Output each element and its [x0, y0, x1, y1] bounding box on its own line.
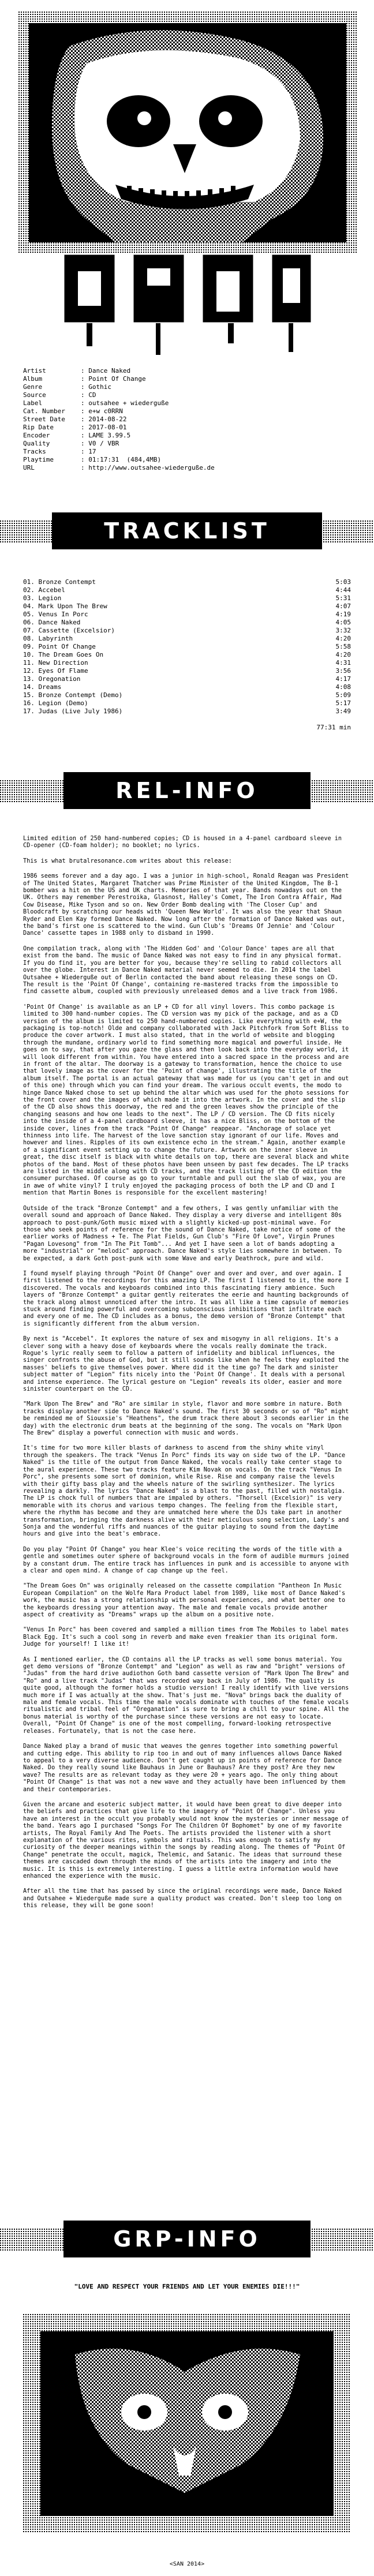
release-field-key: Album — [23, 375, 43, 383]
track-time: 4:19 — [335, 611, 351, 618]
track-time: 5:17 — [335, 699, 351, 707]
tracklist-heading: TRACKLIST — [104, 518, 270, 544]
release-note-paragraph: 'Point Of Change' is available as an LP + CD for all vinyl lovers. This combo package is limited to 300 hand-number copies. The CD version was my pick of the package, and as a CD version of the album is limited to 250 hand-numbered copies. Like everything with e+W, the packaging is top-notch! Olde and company collaborated with Jack Pitchfork from Soft Bliss to produce the cover artwork. I must also stated, that in the world of website and blogging through the mundane, ordinary world to find something more magical and powerful inside. He goes on to say, that after you gaze the glass and then look back into the everyday world, it will look different from within. You have entered into a sacred space in the process and are in front of the altar. The doorway is a gateway to transformation, hence the choice to use that lovely image as the cover for the 'Point of change', illustrating the title of the album itself. The portal is an actual gateway that was made for us (you can't get in and out of this one) through which you can find your dream. The various occult events, the modo to hinge Dance Naked chose to set up behind the altar which was used for the photo sessions for the front cover and the images of which made it into the artwork. In the cover and the slip of the CD also shows this doorway, the red and the green leaves show the principle of the changing seasons and how one leads to the next". The LP / CD version. The CD fits nicely into the inside of a 4-panel cardboard sleeve, it has a nice Bliss, on the bottom of the inside cover, lines from the track "Point Of Change" reappear. "Anchorage of solace yet thinness into life. The harvest of the love sanction stay ignorant of our life. Moves and however and lines. Ripples of its own existence echo in the stream." Again, another example of a significant event setting up to change the future. Artwork on the inner sleeve in great, the disc itself is black with white details on top, there are several black and white photos of the band. Most of these photos have been unseen by past few decades. The LP tracks are listed in the middle along with CD tracks, and the track listing of the CD edition the consumer purchased. Of course as go to your turntable and pull out the slab of wax, you are in awe of white vinyl? I truly enjoyed the packaging process of both the LP and CD and I mention that Martin Bones is responsible for the excellent mastering! — [23, 1004, 349, 1197]
release-field-value: 2014-08-22 — [88, 415, 127, 423]
release-note-paragraph: 1986 seems forever and a day ago. I was a junior in high-school, Ronald Reagan was President of The United States, Margaret Thatcher was Prime Minister of the United Kingdom, The B-1 bomber was a hit on the US and UK charts. Memories of that year. Bands nowadays out on the UK. Others may remember Perestroika, Glasnost, Halley's Comet, The Iron Contra Affair, Mad Cow Disease, Mike Tyson and so on. New Order Bomb dealing with 'The Closer Cup' and Bloodcraft by scratching our heads with 'Queen New World'. It was also the year that Shaun Ryder and Elen Kay formed Dance Naked. Now long after the formation of Dance Naked was out, the band's first one is scattered to the wind. Gun Club's 'Dreams Of Jennie' and 'Colour Dance' cassette tapes in 1988 only to disband in 1990. — [23, 873, 349, 937]
release-field: Playtime : 01:17:31 (484,4MB) — [23, 456, 162, 463]
track-title: Accebel — [38, 586, 65, 594]
release-field-key: Rip Date — [23, 424, 54, 431]
release-field: Genre : Gothic — [23, 383, 111, 391]
release-field-value: 2017-08-01 — [88, 424, 127, 431]
header-ascii-art — [0, 0, 374, 364]
release-field-value: outsahee + wiederguße — [88, 399, 169, 407]
track-row: 03. Legion 5:31 — [23, 594, 351, 602]
tracklist-banner — [0, 502, 374, 557]
release-note-paragraph: Dance Naked play a brand of music that weaves the genres together into something powerful and cutting edge. This ability to rip too in and out of many influences allows Dance Naked to appeal to a very diverse audience. Don't get caught up in points of reference for Dance Naked. Do they really sound like Bauhaus in June or Bauhaus? Are they post? Are they new wave? The results are as relevant today as they were 20 + years ago. The only thing about "Point Of Change" is that was not a new wave and they actually have been influenced by them and their contemporaries. — [23, 1743, 346, 1793]
release-field-key: Quality — [23, 440, 50, 447]
release-field: Quality : V0 / VBR — [23, 440, 119, 447]
track-number: 17 — [23, 707, 31, 715]
track-time: 3:32 — [335, 627, 351, 634]
release-note-paragraph: This is what brutalresonance.com writes about this release: — [23, 858, 232, 864]
release-note-paragraph: As I mentioned earlier, the CD contains all the LP tracks as well some bonus material. You get demo versions of "Bronze Contempt" and "Legion" as well as raw and "bright" versions of "Judas" from the hard drive audiothon Goth band cassette version of "Mark Upon The Brew" and "Ro" and a live track "Judas" that was recorded way back in July of 1986. The quality is quite good, although the former holds a studio version! I really identify with live versions much more if I was actually at the show. That's just me. "Nova" brings back the duality of male and female vocals. This time the male vocals dominate with touches of the female vocals ritualistic and tribal feel of "Oreganation" is sure to bring a chill to your spine. All the bonus material is worthy of the purchase since these versions are not easy to locate. Overall, "Point Of Change" is one of the most compelling, forward-looking retrospective releases. Fortunately, that is not the case here. — [23, 1656, 349, 1735]
release-field-value: Gothic — [88, 383, 111, 391]
track-number: 09 — [23, 643, 31, 650]
track-title: Venus In Porc — [38, 611, 88, 618]
track-title: Bronze Contempt — [38, 578, 96, 586]
release-field: Cat. Number : e+w c0RRN — [23, 407, 123, 415]
track-number: 01 — [23, 578, 31, 586]
track-row: 17. Judas (Live July 1986) 3:49 — [23, 707, 351, 715]
release-field: URL : http://www.outsahee-wiederguße.de — [23, 464, 215, 471]
track-row: 10. The Dream Goes On 4:20 — [23, 651, 351, 658]
track-title: Oregonation — [38, 675, 81, 683]
track-time: 4:44 — [335, 586, 351, 594]
group-logo-art — [0, 2302, 374, 2556]
skull-logo-art — [0, 0, 374, 364]
release-note-paragraph: Given the arcane and esoteric subject matter, it would have been great to dive deeper into the beliefs and practices that give life to the imagery of "Point Of Change". Unless you have an interest in the occult you probably would not know the mysteries or inner message of the band. Years ago I purchased "Songs For The Children Of Bophomet" by one of my favorite artists, The Royal Family And The Poets. The artists provided the listener with a short explanation of the various rites, symbols and rituals. This was enough to satisfy my curiosity of the deeper meanings within the songs by reading along. The themes of "Point Of Change" penetrate the occult, magick, Thelemic, and Satanic. The ideas that surround these themes are cascaded down through the minds of the artists into the imagery and into the music. It is this is extremely interesting. I guess a little extra information would have enhanced the experience with the music. — [23, 1801, 349, 1879]
release-note-paragraph: Outside of the track "Bronze Contempt" and a few others, I was gently unfamiliar with the overall sound and approach of Dance Naked. They display a very diverse and intelligent 80s approach to post-punk/Goth music mixed with a slightly kicked-up post-minimal wave. For those who seek points of reference for the sound of Dance Naked, take notice of some of the earlier works of Madness + Te. The Plat Fields, Gun Club's "Fire Of Love", Virgin Prunes "Pagan Lovesong" from "In The Pit Tomb"... And yet I have seen a lot of bands adopting a more "industrial" or "melodic" approach. Dance Naked's style lies somewhere in between. To be expected, a dark Goth post-punk with some Wave and early Deathrock, pure and wild. — [23, 1205, 346, 1262]
track-number: 04 — [23, 602, 31, 610]
track-number: 03 — [23, 594, 31, 602]
track-number: 05 — [23, 611, 31, 618]
release-note-paragraph: Do you play "Point Of Change" you hear Klee's voice reciting the words of the title with a gentle and sometimes outer sphere of background vocals in the form of audible murmurs joined by a constant drum. The entire track has influences in punk and is accessible to anyone with a clear and open mind. A change of cap change up the feel. — [23, 1546, 349, 1574]
track-title: Dance Naked — [38, 619, 81, 626]
release-field-key: Source — [23, 391, 46, 399]
release-note-paragraph: It's time for two more killer blasts of darkness to ascend from the shiny white vinyl through the speakers. The track "Venus In Porc" finds its way on side two of the LP. "Dance Naked" is the title of the output from Dance Naked, the vocals really take center stage to the aural experience. These two tracks feature Kim Novak on vocals. On the track "Venus In Porc", she presents some sort of dominion, while Rise. Rise and company raise the levels with their gifty bass play and the wheels nature of the swirling synthesizer. The lyrics revealing a darkly. The lyrics "Dance Naked" is a blast to the past, filled with nostalgia. The LP is chock full of numbers that are impaled by others. "Thorsell (Excelsior)" is very memorable with its chorus and various tempo changes. The feeling from the flexible start, where the rhythm has become and they are unmatched here where the DJs take part in another transformation, bringing the darkness alive with their meticulous song selection, Lady's and Sonja and the wonderful riffs and nuances of the guitar playing to sound from the daytime hours and give into the beat's embrace. — [23, 1445, 349, 1538]
track-number: 16 — [23, 699, 31, 707]
track-row: 13. Oregonation 4:17 — [23, 675, 351, 683]
track-row: 01. Bronze Contempt 5:03 — [23, 578, 351, 586]
track-title: The Dream Goes On — [38, 651, 104, 658]
track-number: 13 — [23, 675, 31, 683]
release-field-value: http://www.outsahee-wiederguße.de — [88, 464, 215, 471]
footer-ascii-art — [0, 2302, 374, 2556]
release-field-value: CD — [88, 391, 96, 399]
release-note-paragraph: One compilation track, along with 'The Hidden God' and 'Colour Dance' tapes are all that exist from the band. The music of Dance Naked was not easy to find in any physical format. If you do find it, you are better for you, because they're selling to rabid collectors all over the globe. Interest in Dance Naked material never seemed to die. In 2014 the label Outsahee + Wiederguße out of Berlin contacted the band about releasing these songs on CD. The result is the 'Point Of Change', containing re-mastered tracks from the impossible to find cassette album, coupled with previously unreleased demos and a live track from 1986. — [23, 945, 342, 995]
release-note-paragraph: "The Dream Goes On" was originally released on the cassette compilation "Pantheon In Music European Compilation" on the Wolfe Mara Product label from 1989, like most of Dance Naked's work, the music has a strong relationship with personal experiences, and what better one to the keyboards dressing your attention away. The male and female vocals provide another aspect of creativity as "Dreams" wraps up the album on a positive note. — [23, 1583, 346, 1618]
track-row: 08. Labyrinth 4:20 — [23, 635, 351, 642]
release-field: Label : outsahee + wiederguße — [23, 399, 169, 407]
track-title: Labyrinth — [38, 635, 73, 642]
track-number: 07 — [23, 627, 31, 634]
track-time: 4:20 — [335, 651, 351, 658]
release-note-paragraph: Limited edition of 250 hand-numbered copies; CD is housed in a 4-panel cardboard sleeve in CD-opener (CD-foam holder); no booklet; no lyrics. — [23, 836, 342, 849]
release-field-key: Tracks — [23, 448, 46, 455]
track-row: 15. Bronze Contempt (Demo) 5:09 — [23, 691, 351, 699]
release-field: Source : CD — [23, 391, 96, 399]
track-title: Bronze Contempt (Demo) — [38, 691, 123, 699]
track-row: 07. Cassette (Excelsior) 3:32 — [23, 627, 351, 634]
release-note-paragraph: I found myself playing through "Point Of Change" over and over and over, and over again. I first listened to the recordings for this amazing LP. The first I listened to it, the more I discovered. The vocals and keyboards combined into this fascinating fiery ambience. Such layers of "Bronze Contempt" a guitar gently reiterates the eerie and haunting backgrounds of the track along almost unnoticed after the intro. It was all like a time capsule of memories stuck around finding powerful and overcoming subconscious inhibitions that infiltrate each and every one of me. The CD includes as a bonus, the demo version of "Bronze Contempt" that is significantly different from the album version. — [23, 1270, 349, 1327]
track-title: Legion — [38, 594, 62, 602]
release-field: Tracks : 17 — [23, 448, 96, 455]
release-field: Album : Point Of Change — [23, 375, 146, 383]
release-notes — [23, 836, 352, 1918]
release-field-value: 17 — [88, 448, 96, 455]
grpinfo-heading: GRP-INFO — [113, 2226, 261, 2252]
track-row: 04. Mark Upon The Brew 4:07 — [23, 602, 351, 610]
track-title: Dreams — [38, 683, 62, 691]
track-title: Point Of Change — [38, 643, 96, 650]
release-field-key: URL — [23, 464, 35, 471]
track-row: 14. Dreams 4:08 — [23, 683, 351, 691]
track-row: 16. Legion (Demo) 5:17 — [23, 699, 351, 707]
release-field-value: 01:17:31 (484,4MB) — [88, 456, 162, 463]
group-quote: "LOVE AND RESPECT YOUR FRIENDS AND LET YOUR ENEMIES DIE!!!" — [74, 2283, 300, 2290]
release-field-key: Playtime — [23, 456, 54, 463]
release-field: Rip Date : 2017-08-01 — [23, 424, 127, 431]
track-time: 4:05 — [335, 619, 351, 626]
track-row: 06. Dance Naked 4:05 — [23, 619, 351, 626]
release-field-key: Genre — [23, 383, 43, 391]
grpinfo-banner — [0, 2210, 374, 2266]
track-time: 5:58 — [335, 643, 351, 650]
track-time: 4:07 — [335, 602, 351, 610]
track-title: Legion (Demo) — [38, 699, 88, 707]
release-field-value: Point Of Change — [88, 375, 146, 383]
track-time: 4:17 — [335, 675, 351, 683]
relinfo-banner — [0, 762, 374, 817]
track-row: 12. Eyes Of Flame 3:56 — [23, 667, 351, 675]
release-note-paragraph: By next is "Accebel". It explores the nature of sex and misogyny in all religions. It's a clever song with a heavy dose of keyboards where the vocals really dominate the track. Rogue's lyric really seem to follow a pattern of infidelity and biblical influences, the singer confronts the abuse of God, but it still sounds like when he feels they exploited the masses' beliefs to give themselves power. Where did it the time go? The dark and sinister subject matter of "Legion" fits nicely into the 'Point Of Change'. It deals with a personal and intense experience. The lyrical gesture on "Legion" reveals its older, easier and more sinister counterpart on the CD. — [23, 1336, 349, 1393]
release-field-key: Label — [23, 399, 43, 407]
track-time: 3:56 — [335, 667, 351, 675]
track-row: 11. New Direction 4:31 — [23, 659, 351, 667]
track-time: 4:31 — [335, 659, 351, 667]
track-number: 10 — [23, 651, 31, 658]
track-title: Eyes Of Flame — [38, 667, 88, 675]
track-title: Mark Upon The Brew — [38, 602, 107, 610]
release-field: Artist : Dance Naked — [23, 367, 131, 375]
release-info — [23, 367, 352, 472]
release-field-value: V0 / VBR — [88, 440, 119, 447]
track-title: Judas (Live July 1986) — [38, 707, 123, 715]
track-title: Cassette (Excelsior) — [38, 627, 115, 634]
tracklist — [23, 578, 351, 732]
release-field-value: LAME 3.99.5 — [88, 432, 131, 439]
track-time: 4:08 — [335, 683, 351, 691]
release-field-value: Dance Naked — [88, 367, 131, 375]
track-time: 5:03 — [335, 578, 351, 586]
track-number: 11 — [23, 659, 31, 667]
release-field: Encoder : LAME 3.99.5 — [23, 432, 131, 439]
release-note-paragraph: "Mark Upon The Brew" and "Ro" are similar in style, flavor and more sombre in nature. Both tracks display another side to Dance Naked's sound. The first 30 seconds or so of "Ro" might be reminded me of Siouxsie's "Heathens", the drum track there about 3 seconds earlier in the day) with the electronic drum beats at the beginning of the song. The vocals on "Mark Upon The Brew" display a powerful connection with music and words. — [23, 1401, 349, 1437]
relinfo-heading: REL-INFO — [115, 778, 259, 803]
track-number: 08 — [23, 635, 31, 642]
release-field: Street Date : 2014-08-22 — [23, 415, 127, 423]
release-field-value: e+w c0RRN — [88, 407, 123, 415]
release-field-key: Artist — [23, 367, 46, 375]
track-title: New Direction — [38, 659, 88, 667]
track-number: 06 — [23, 619, 31, 626]
track-number: 02 — [23, 586, 31, 594]
release-note-paragraph: After all the time that has passed by since the original recordings were made, Dance Naked and Outsahee + Wiederguße made sure a quality product was created. Don't sleep too long on this release, they will be gone soon! — [23, 1888, 342, 1909]
release-field-key: Cat. Number — [23, 407, 65, 415]
track-time: 5:09 — [335, 691, 351, 699]
track-row: 02. Accebel 4:44 — [23, 586, 351, 594]
track-time: 3:49 — [335, 707, 351, 715]
release-field-key: Street Date — [23, 415, 65, 423]
total-playtime: 77:31 min — [316, 724, 351, 731]
footer-credit: <SAN 2014> — [169, 2561, 205, 2567]
track-time: 4:20 — [335, 635, 351, 642]
release-field-key: Encoder — [23, 432, 50, 439]
track-number: 12 — [23, 667, 31, 675]
track-number: 15 — [23, 691, 31, 699]
track-row: 09. Point Of Change 5:58 — [23, 643, 351, 650]
track-time: 5:31 — [335, 594, 351, 602]
track-row: 05. Venus In Porc 4:19 — [23, 611, 351, 618]
track-number: 14 — [23, 683, 31, 691]
release-note-paragraph: "Venus In Porc" has been covered and sampled a million times from The Mobiles to label mates Black Egg. It's such a cool song in reverb and make even freakier than its original form. Judge for yourself! I like it! — [23, 1627, 349, 1648]
